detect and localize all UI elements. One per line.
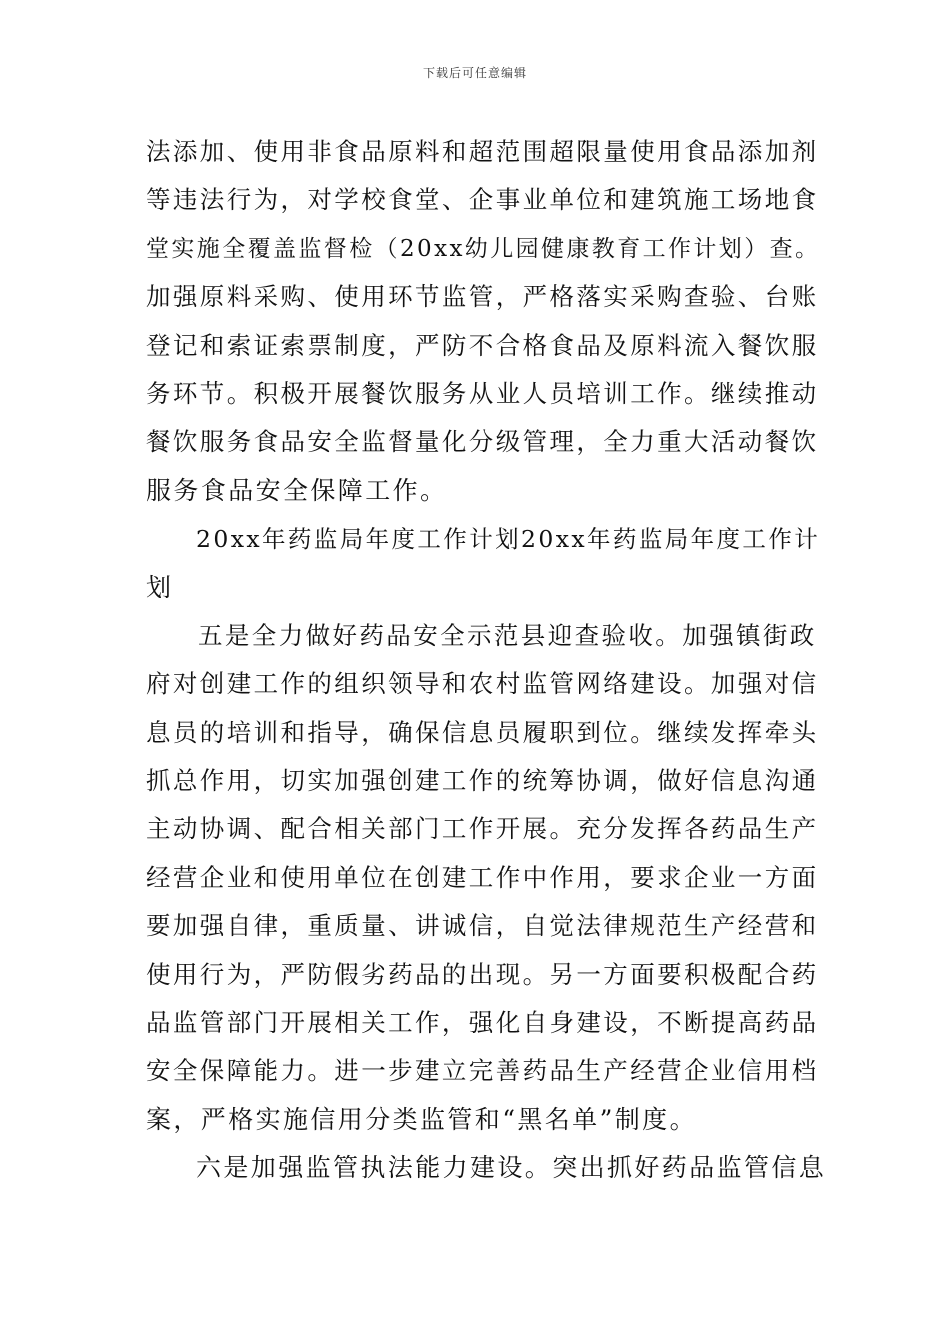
text-line: 安全保障能力。进一步建立完善药品生产经营企业信用档: [146, 1056, 819, 1086]
text-line: 划: [146, 572, 174, 602]
text-line: 案，严格实施信用分类监管和“黑名单”制度。: [146, 1104, 697, 1134]
text-line: 息员的培训和指导，确保信息员履职到位。继续发挥牵头: [146, 717, 819, 747]
paragraph-2: [146, 515, 826, 612]
text-line: 品监管部门开展相关工作，强化自身建设，不断提高药品: [146, 1008, 819, 1038]
text-line: 等违法行为，对学校食堂、企事业单位和建筑施工场地食: [146, 185, 819, 215]
text-line: 登记和索证索票制度，严防不合格食品及原料流入餐饮服: [146, 330, 819, 360]
text-line: 法添加、使用非食品原料和超范围超限量使用食品添加剂: [146, 137, 819, 166]
paragraph-3: [146, 612, 826, 1144]
text-line: 主动协调、配合相关部门工作开展。充分发挥各药品生产: [146, 814, 819, 844]
text-line: 五是全力做好药品安全示范县迎查验收。加强镇街政: [198, 620, 817, 650]
document-body: [146, 128, 826, 1193]
text-line: 20xx年药监局年度工作计划20xx年药监局年度工作计: [196, 525, 821, 554]
paragraph-4: [146, 1144, 826, 1192]
text-line: 经营企业和使用单位在创建工作中作用，要求企业一方面: [146, 862, 819, 892]
paragraph-1: [146, 128, 826, 515]
text-line: 六是加强监管执法能力建设。突出抓好药品监管信息: [196, 1153, 827, 1183]
page-header: 下载后可任意编辑: [422, 66, 527, 80]
text-line: 要加强自律，重质量、讲诚信，自觉法律规范生产经营和: [146, 911, 819, 941]
text-line: 加强原料采购、使用环节监管，严格落实采购查验、台账: [146, 282, 819, 312]
text-line: 使用行为，严防假劣药品的出现。另一方面要积极配合药: [146, 959, 819, 989]
text-line: 府对创建工作的组织领导和农村监管网络建设。加强对信: [146, 669, 819, 699]
text-line: 堂实施全覆盖监督检（20xx幼儿园健康教育工作计划）查。: [146, 235, 821, 262]
text-line: 服务食品安全保障工作。: [146, 475, 448, 505]
text-line: 抓总作用，切实加强创建工作的统筹协调，做好信息沟通: [146, 766, 819, 796]
text-line: 务环节。积极开展餐饮服务从业人员培训工作。继续推动: [146, 378, 819, 408]
text-line: 餐饮服务食品安全监督量化分级管理，全力重大活动餐饮: [146, 427, 819, 457]
